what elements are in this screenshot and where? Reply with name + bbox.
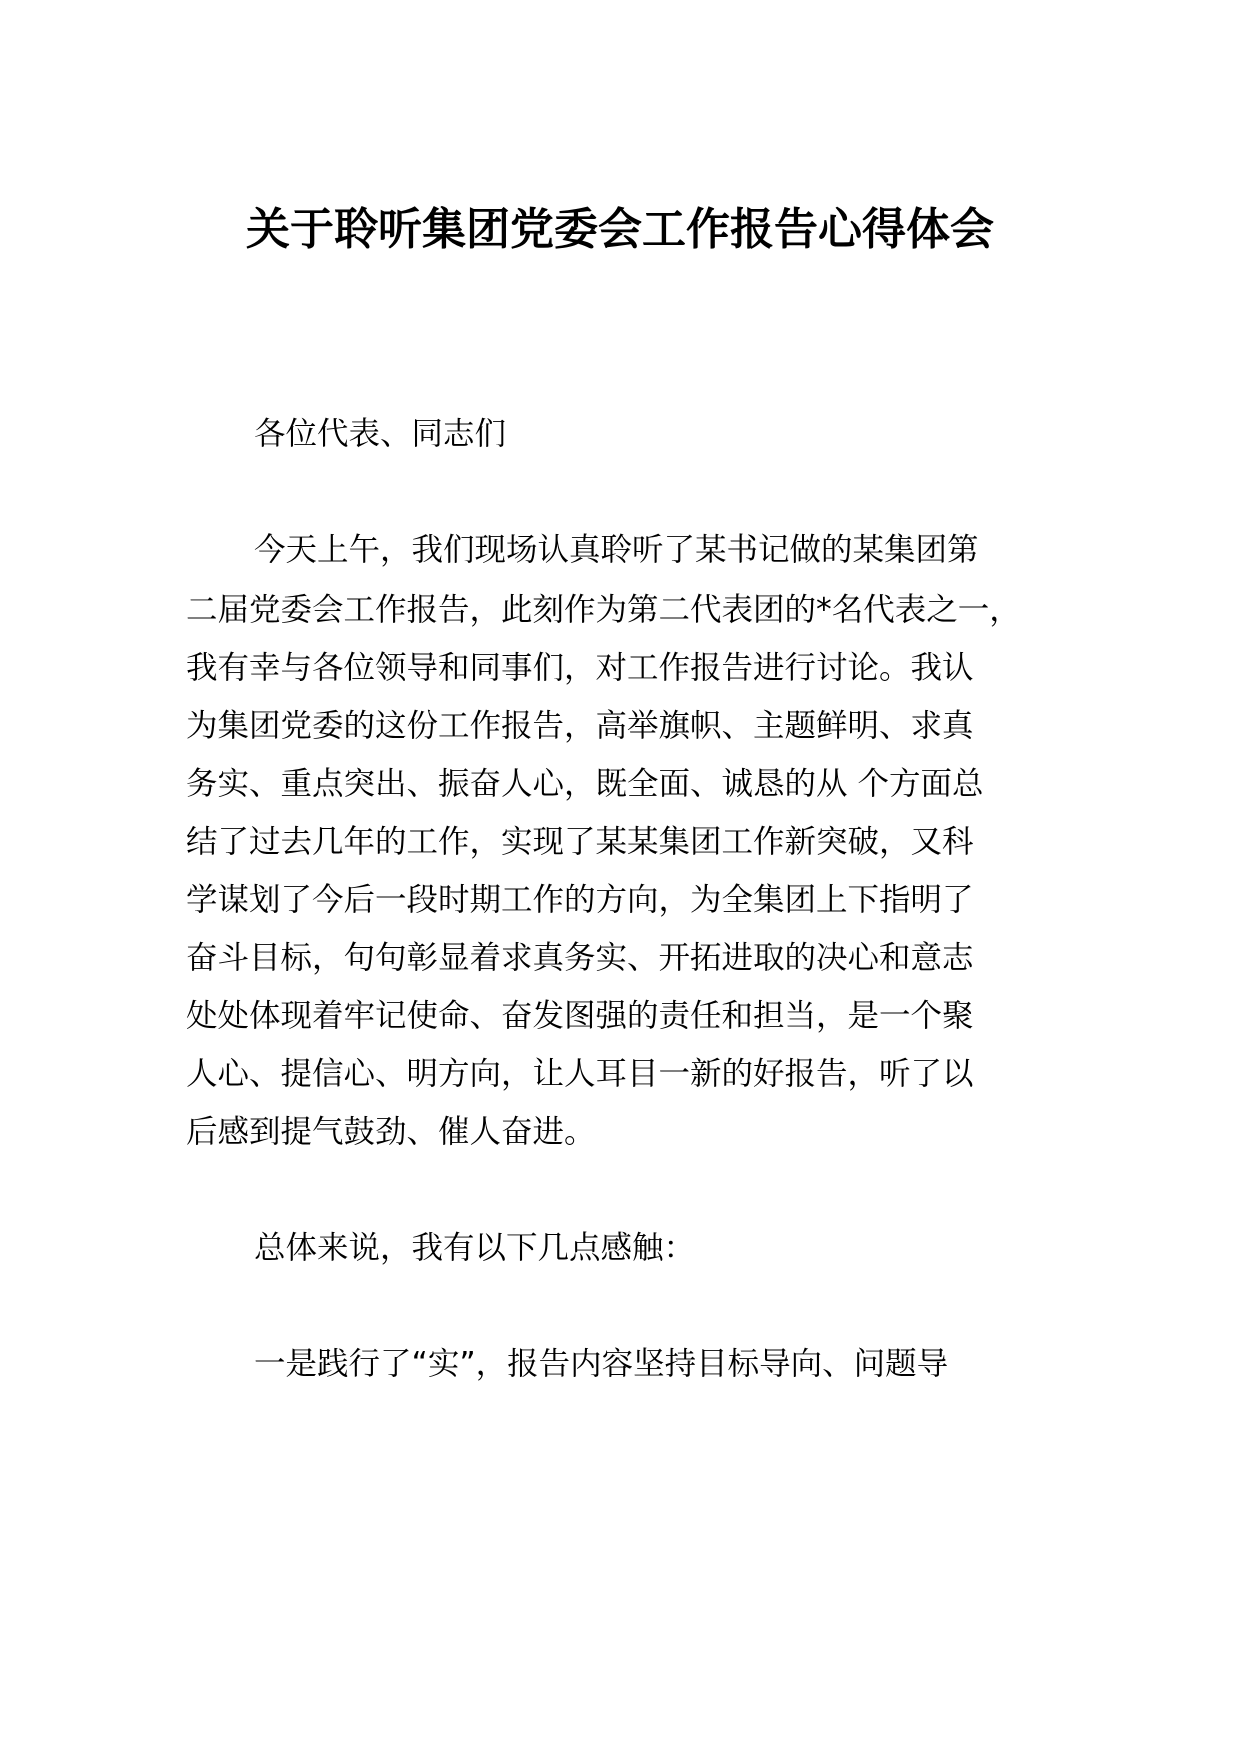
paragraph-line: 务实、重点突出、振奋人心，既全面、诚恳的从 个方面总 bbox=[186, 766, 984, 802]
paragraph-line: 为集团党委的这份工作报告，高举旗帜、主题鲜明、求真 bbox=[186, 708, 974, 744]
paragraph-line: 学谋划了今后一段时期工作的方向，为全集团上下指明了 bbox=[186, 882, 974, 918]
paragraph-line: 人心、提信心、明方向，让人耳目一新的好报告，听了以 bbox=[186, 1056, 974, 1092]
paragraph-line: 二届党委会工作报告，此刻作为第二代表团的*名代表之一， bbox=[186, 592, 1021, 628]
paragraph-line: 今天上午，我们现场认真聆听了某书记做的某集团第 bbox=[254, 532, 979, 568]
paragraph-line: 结了过去几年的工作，实现了某某集团工作新突破，又科 bbox=[186, 824, 974, 860]
paragraph-line: 奋斗目标，句句彰显着求真务实、开拓进取的决心和意志 bbox=[186, 940, 974, 976]
paragraph-3-line: 一是践行了“实”，报告内容坚持目标导向、问题导 bbox=[254, 1346, 949, 1382]
salutation: 各位代表、同志们 bbox=[254, 416, 507, 452]
paragraph-line: 处处体现着牢记使命、奋发图强的责任和担当，是一个聚 bbox=[186, 998, 974, 1034]
document-title: 关于聆听集团党委会工作报告心得体会 bbox=[246, 204, 994, 255]
paragraph-line: 我有幸与各位领导和同事们，对工作报告进行讨论。我认 bbox=[186, 650, 974, 686]
paragraph-2: 总体来说，我有以下几点感触： bbox=[254, 1230, 696, 1266]
paragraph-line: 后感到提气鼓劲、催人奋进。 bbox=[186, 1114, 596, 1150]
